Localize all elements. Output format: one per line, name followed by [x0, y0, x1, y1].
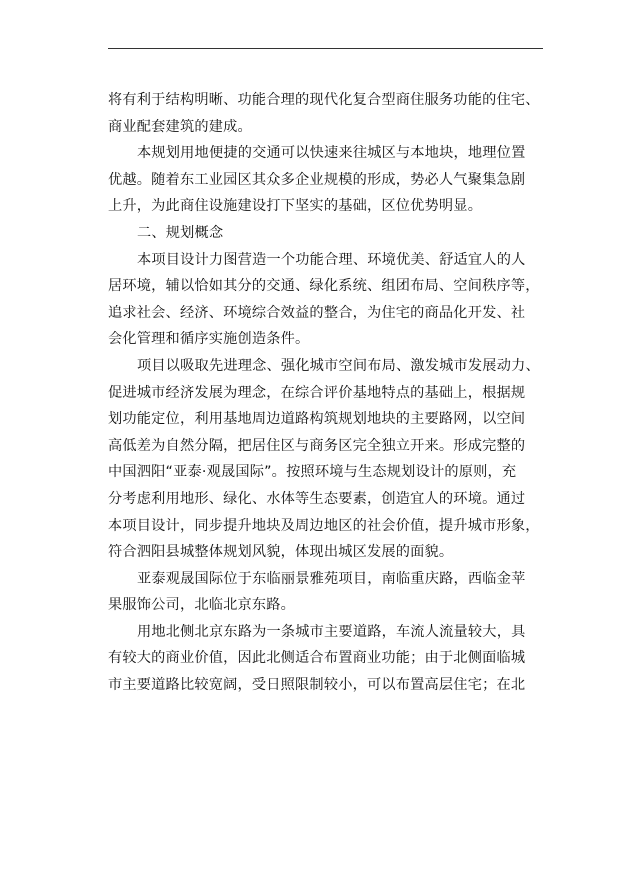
text-line: 本项目设计力图营造一个功能合理、环境优美、舒适宜人的人 [137, 251, 526, 268]
text-line: 商业配套建筑的建成。 [108, 118, 252, 135]
text-line: 果服饰公司，北临北京东路。 [108, 597, 296, 614]
text-line: 会化管理和循序实施创造条件。 [108, 331, 310, 348]
text-line: 划功能定位，利用基地周边道路构筑规划地块的主要路网，以空间 [108, 411, 526, 428]
document-body [108, 87, 548, 699]
paragraph [108, 619, 548, 699]
text-line: 本规划用地便捷的交通可以快速来往城区与本地块，地理位置 [137, 145, 526, 162]
text-line: 符合泗阳县城整体规划风貌，体现出城区发展的面貌。 [108, 544, 454, 561]
paragraph [108, 353, 548, 566]
text-line: 分考虑利用地形、绿化、水体等生态要素，创造宜人的环境。通过 [108, 490, 526, 507]
text-line: 上升，为此商住设施建设打下坚实的基础，区位优势明显。 [108, 198, 483, 215]
section-heading [108, 220, 548, 247]
text-line: 中国泗阳“亚泰·观晟国际”。按照环境与生态规划设计的原则，充 [108, 464, 517, 481]
paragraph [108, 566, 548, 619]
paragraph [108, 87, 548, 140]
text-line: 本项目设计，同步提升地块及周边地区的社会价值，提升城市形象， [108, 517, 540, 534]
paragraph [108, 247, 548, 353]
paragraph [108, 140, 548, 220]
text-line: 将有利于结构明晰、功能合理的现代化复合型商住服务功能的住宅、 [108, 92, 540, 108]
text-line: 亚泰观晟国际位于东临丽景雅苑项目，南临重庆路，西临金苹 [137, 570, 526, 587]
text-line: 有较大的商业价值，因此北侧适合布置商业功能；由于北侧面临城 [108, 650, 526, 667]
text-line: 用地北侧北京东路为一条城市主要道路，车流人流量较大，具 [137, 623, 526, 640]
text-line: 追求社会、经济、环境综合效益的整合，为住宅的商品化开发、社 [108, 304, 526, 321]
text-line: 促进城市经济发展为理念，在综合评价基地特点的基础上，根据规 [108, 384, 526, 401]
header-rule [108, 48, 543, 49]
text-line: 市主要道路比较宽阔，受日照限制较小，可以布置高层住宅；在北 [108, 677, 526, 694]
text-line: 优越。随着东工业园区其众多企业规模的形成，势必人气聚集急剧 [108, 171, 526, 188]
text-line: 居环境，辅以恰如其分的交通、绿化系统、组团布局、空间秩序等， [108, 278, 540, 295]
text-line: 高低差为自然分隔，把居住区与商务区完全独立开来。形成完整的 [108, 437, 526, 454]
text-line: 项目以吸取先进理念、强化城市空间布局、激发城市发展动力、 [137, 357, 540, 374]
section-heading-text: 二、规划概念 [137, 224, 224, 241]
